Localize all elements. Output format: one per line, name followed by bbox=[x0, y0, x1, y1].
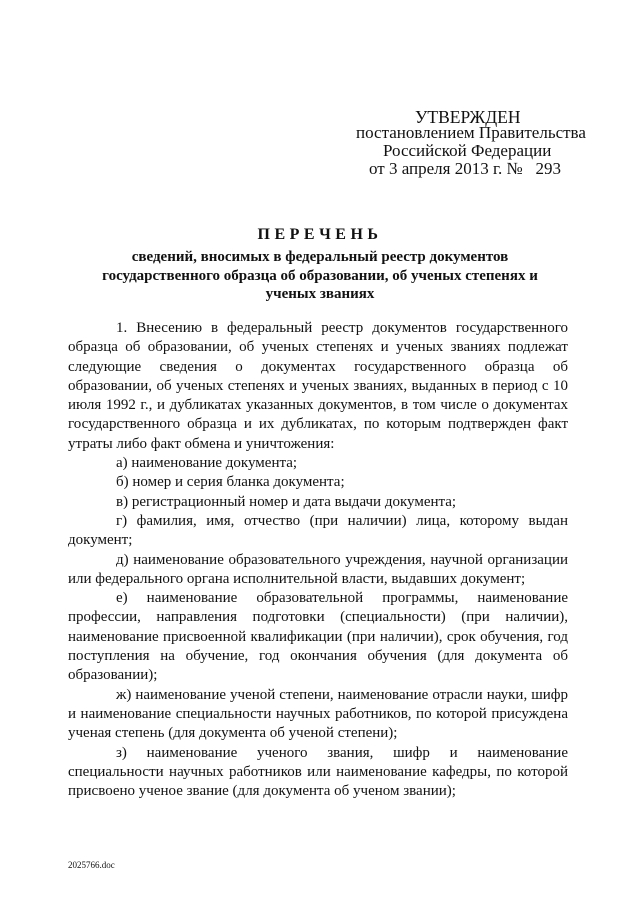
list-item-e: е) наименование образовательной программы, наименование профессии, направления подготовки (специальности) (при наличии), наименование присвоенной квалификации (при наличии), срок обучения, год поступления на обучение, год окончания обучения (для документа об образовании); bbox=[68, 590, 568, 684]
list-item-a: а) наименование документа; bbox=[116, 455, 298, 472]
document-body bbox=[68, 319, 568, 801]
document-title: ПЕРЕЧЕНЬ bbox=[257, 226, 383, 243]
list-item-b: б) номер и серия бланка документа; bbox=[116, 474, 345, 491]
approval-heading: УТВЕРЖДЕН bbox=[415, 107, 521, 127]
list-item-zh: ж) наименование ученой степени, наименование отрасли науки, шифр и наименование специальности научных работников, по которой присуждена ученая степень (для документа об ученой степени); bbox=[68, 686, 568, 742]
list-item-v: в) регистрационный номер и дата выдачи документа; bbox=[116, 493, 457, 510]
approval-line-federation: Российской Федерации bbox=[383, 141, 552, 160]
list-item-d: д) наименование образовательного учреждения, научной организации или федерального органа исполнительной власти, выдавших документ; bbox=[68, 551, 568, 587]
approval-line-resolution: постановлением Правительства bbox=[356, 123, 586, 142]
file-name-footer: 2025766.doc bbox=[68, 860, 115, 870]
paragraph-1: 1. Внесению в федеральный реестр документов государственного образца об образовании, об ученых степенях и ученых званиях подлежат следующие сведения о документах государственного образца об образовании, об ученых степенях и ученых званиях, выданных в период с 10 июля 1992 г., и дубликатах указанных документов, в том числе о документах государственного образца и их дубликатах, по которым подтвержден факт утраты либо факт обмена и уничтожения: bbox=[68, 320, 568, 452]
document-subtitle: сведений, вносимых в федеральный реестр документов государственного образца об образовании, об ученых степенях и ученых званиях bbox=[102, 249, 538, 302]
list-item-z: з) наименование ученого звания, шифр и наименование специальности научных работников или наименование кафедры, по которой присвоено ученое звание (для документа об ученом звании); bbox=[68, 744, 568, 800]
list-item-g: г) фамилия, имя, отчество (при наличии) лица, которому выдан документ; bbox=[68, 512, 568, 549]
approval-line-date-number: от 3 апреля 2013 г. № 293 bbox=[369, 159, 561, 178]
